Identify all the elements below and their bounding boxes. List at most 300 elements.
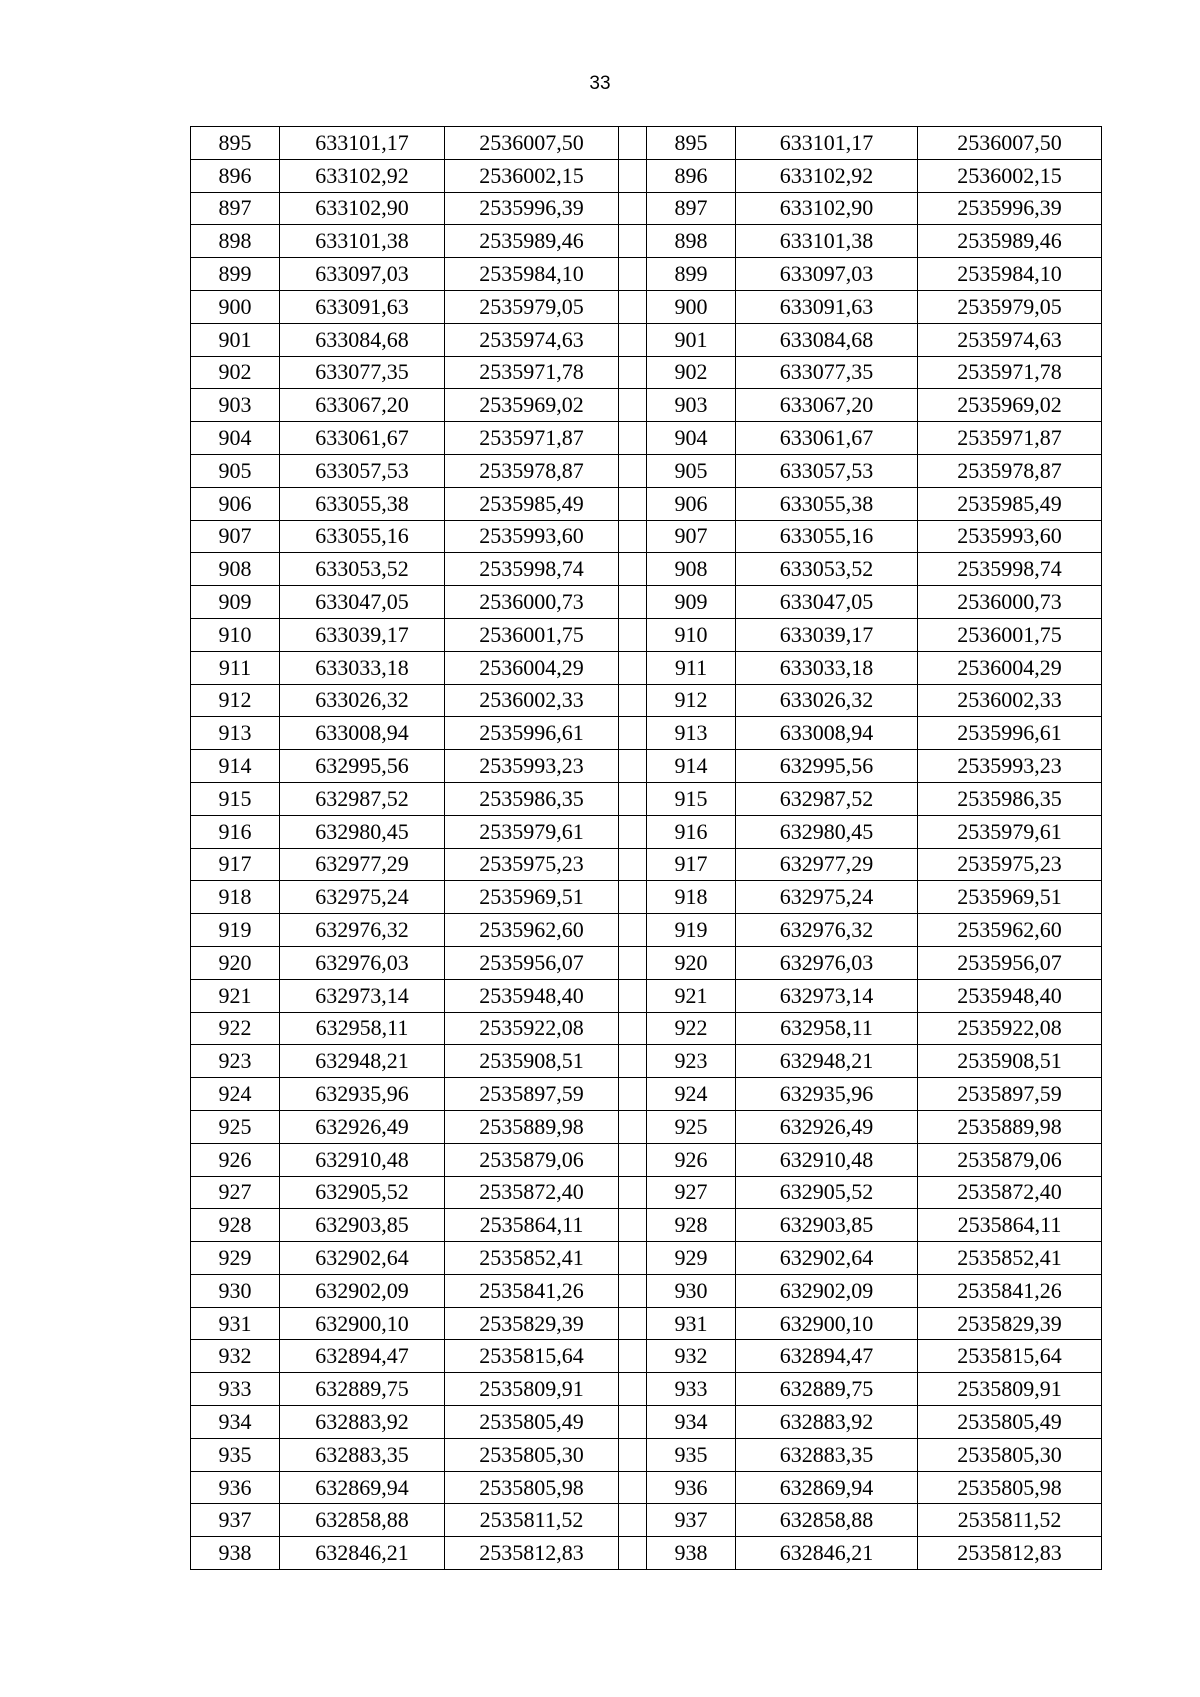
point-number-cell: 923: [647, 1045, 736, 1078]
y-coordinate-cell: 2535975,23: [445, 848, 619, 881]
point-number-cell: 914: [191, 750, 280, 783]
table-row: [191, 1504, 1102, 1537]
x-coordinate-cell: 633008,94: [280, 717, 445, 750]
point-number-cell: 915: [191, 782, 280, 815]
x-coordinate-cell: 633102,92: [280, 159, 445, 192]
point-number-cell: 925: [191, 1110, 280, 1143]
y-coordinate-cell: 2535985,49: [445, 487, 619, 520]
x-coordinate-cell: 633053,52: [736, 553, 918, 586]
y-coordinate-cell: 2535872,40: [445, 1176, 619, 1209]
x-coordinate-cell: 633091,63: [280, 290, 445, 323]
point-number-cell: 937: [191, 1504, 280, 1537]
x-coordinate-cell: 632905,52: [280, 1176, 445, 1209]
empty-separator-cell: [619, 684, 647, 717]
x-coordinate-cell: 632883,35: [736, 1438, 918, 1471]
y-coordinate-cell: 2535815,64: [445, 1340, 619, 1373]
x-coordinate-cell: 633053,52: [280, 553, 445, 586]
y-coordinate-cell: 2535993,60: [918, 520, 1102, 553]
empty-separator-cell: [619, 1373, 647, 1406]
y-coordinate-cell: 2535852,41: [445, 1242, 619, 1275]
point-number-cell: 910: [647, 618, 736, 651]
point-number-cell: 923: [191, 1045, 280, 1078]
y-coordinate-cell: 2535908,51: [918, 1045, 1102, 1078]
x-coordinate-cell: 632894,47: [736, 1340, 918, 1373]
x-coordinate-cell: 632987,52: [736, 782, 918, 815]
x-coordinate-cell: 633057,53: [280, 454, 445, 487]
empty-separator-cell: [619, 389, 647, 422]
table-row: [191, 159, 1102, 192]
y-coordinate-cell: 2536002,33: [918, 684, 1102, 717]
point-number-cell: 915: [647, 782, 736, 815]
y-coordinate-cell: 2535864,11: [918, 1209, 1102, 1242]
x-coordinate-cell: 632977,29: [280, 848, 445, 881]
table-row: [191, 1242, 1102, 1275]
empty-separator-cell: [619, 520, 647, 553]
x-coordinate-cell: 632869,94: [280, 1471, 445, 1504]
point-number-cell: 934: [647, 1406, 736, 1439]
y-coordinate-cell: 2535812,83: [918, 1537, 1102, 1570]
y-coordinate-cell: 2535986,35: [445, 782, 619, 815]
x-coordinate-cell: 633102,90: [736, 192, 918, 225]
table-row: [191, 1340, 1102, 1373]
y-coordinate-cell: 2535811,52: [918, 1504, 1102, 1537]
coordinates-table-body: [191, 127, 1102, 1570]
point-number-cell: 905: [647, 454, 736, 487]
point-number-cell: 921: [191, 979, 280, 1012]
point-number-cell: 907: [647, 520, 736, 553]
x-coordinate-cell: 632889,75: [736, 1373, 918, 1406]
point-number-cell: 904: [191, 422, 280, 455]
point-number-cell: 917: [191, 848, 280, 881]
point-number-cell: 902: [191, 356, 280, 389]
table-row: [191, 815, 1102, 848]
point-number-cell: 909: [647, 586, 736, 619]
y-coordinate-cell: 2535889,98: [445, 1110, 619, 1143]
table-row: [191, 1537, 1102, 1570]
point-number-cell: 930: [647, 1274, 736, 1307]
y-coordinate-cell: 2535864,11: [445, 1209, 619, 1242]
x-coordinate-cell: 632869,94: [736, 1471, 918, 1504]
empty-separator-cell: [619, 1110, 647, 1143]
y-coordinate-cell: 2535922,08: [918, 1012, 1102, 1045]
point-number-cell: 895: [647, 127, 736, 160]
point-number-cell: 906: [191, 487, 280, 520]
y-coordinate-cell: 2535811,52: [445, 1504, 619, 1537]
table-row: [191, 192, 1102, 225]
point-number-cell: 932: [191, 1340, 280, 1373]
point-number-cell: 897: [191, 192, 280, 225]
x-coordinate-cell: 632980,45: [280, 815, 445, 848]
point-number-cell: 927: [647, 1176, 736, 1209]
empty-separator-cell: [619, 1406, 647, 1439]
y-coordinate-cell: 2536007,50: [445, 127, 619, 160]
table-row: [191, 258, 1102, 291]
empty-separator-cell: [619, 1176, 647, 1209]
y-coordinate-cell: 2536002,15: [445, 159, 619, 192]
table-row: [191, 1373, 1102, 1406]
point-number-cell: 913: [647, 717, 736, 750]
y-coordinate-cell: 2535989,46: [918, 225, 1102, 258]
point-number-cell: 919: [191, 914, 280, 947]
x-coordinate-cell: 633084,68: [736, 323, 918, 356]
y-coordinate-cell: 2535979,61: [918, 815, 1102, 848]
y-coordinate-cell: 2535809,91: [918, 1373, 1102, 1406]
x-coordinate-cell: 632846,21: [736, 1537, 918, 1570]
x-coordinate-cell: 633057,53: [736, 454, 918, 487]
table-row: [191, 225, 1102, 258]
x-coordinate-cell: 632902,09: [736, 1274, 918, 1307]
empty-separator-cell: [619, 914, 647, 947]
point-number-cell: 901: [191, 323, 280, 356]
table-row: [191, 1307, 1102, 1340]
y-coordinate-cell: 2535809,91: [445, 1373, 619, 1406]
point-number-cell: 910: [191, 618, 280, 651]
x-coordinate-cell: 633091,63: [736, 290, 918, 323]
empty-separator-cell: [619, 487, 647, 520]
point-number-cell: 918: [191, 881, 280, 914]
empty-separator-cell: [619, 946, 647, 979]
y-coordinate-cell: 2535998,74: [918, 553, 1102, 586]
x-coordinate-cell: 633101,38: [280, 225, 445, 258]
x-coordinate-cell: 633067,20: [280, 389, 445, 422]
y-coordinate-cell: 2536002,15: [918, 159, 1102, 192]
x-coordinate-cell: 633084,68: [280, 323, 445, 356]
y-coordinate-cell: 2535948,40: [918, 979, 1102, 1012]
y-coordinate-cell: 2535993,23: [445, 750, 619, 783]
point-number-cell: 928: [647, 1209, 736, 1242]
y-coordinate-cell: 2535996,39: [445, 192, 619, 225]
table-row: [191, 881, 1102, 914]
empty-separator-cell: [619, 1438, 647, 1471]
table-row: [191, 782, 1102, 815]
table-row: [191, 1471, 1102, 1504]
y-coordinate-cell: 2535872,40: [918, 1176, 1102, 1209]
x-coordinate-cell: 632903,85: [280, 1209, 445, 1242]
x-coordinate-cell: 632958,11: [736, 1012, 918, 1045]
empty-separator-cell: [619, 1143, 647, 1176]
x-coordinate-cell: 632980,45: [736, 815, 918, 848]
empty-separator-cell: [619, 225, 647, 258]
empty-separator-cell: [619, 1274, 647, 1307]
y-coordinate-cell: 2535969,51: [445, 881, 619, 914]
empty-separator-cell: [619, 717, 647, 750]
table-row: [191, 520, 1102, 553]
point-number-cell: 935: [191, 1438, 280, 1471]
coordinates-table: [190, 126, 1102, 1570]
x-coordinate-cell: 632977,29: [736, 848, 918, 881]
point-number-cell: 924: [647, 1078, 736, 1111]
table-row: [191, 356, 1102, 389]
x-coordinate-cell: 633101,17: [736, 127, 918, 160]
y-coordinate-cell: 2535956,07: [445, 946, 619, 979]
point-number-cell: 920: [191, 946, 280, 979]
page-number: 33: [589, 73, 611, 94]
point-number-cell: 934: [191, 1406, 280, 1439]
empty-separator-cell: [619, 1537, 647, 1570]
y-coordinate-cell: 2535812,83: [445, 1537, 619, 1570]
y-coordinate-cell: 2535852,41: [918, 1242, 1102, 1275]
x-coordinate-cell: 632976,03: [736, 946, 918, 979]
empty-separator-cell: [619, 1078, 647, 1111]
table-row: [191, 618, 1102, 651]
empty-separator-cell: [619, 618, 647, 651]
y-coordinate-cell: 2535889,98: [918, 1110, 1102, 1143]
x-coordinate-cell: 632894,47: [280, 1340, 445, 1373]
point-number-cell: 932: [647, 1340, 736, 1373]
point-number-cell: 930: [191, 1274, 280, 1307]
table-row: [191, 1012, 1102, 1045]
x-coordinate-cell: 633101,38: [736, 225, 918, 258]
x-coordinate-cell: 632883,92: [736, 1406, 918, 1439]
y-coordinate-cell: 2535979,61: [445, 815, 619, 848]
point-number-cell: 899: [647, 258, 736, 291]
table-row: [191, 914, 1102, 947]
x-coordinate-cell: 633067,20: [736, 389, 918, 422]
y-coordinate-cell: 2536001,75: [445, 618, 619, 651]
empty-separator-cell: [619, 356, 647, 389]
y-coordinate-cell: 2535996,61: [918, 717, 1102, 750]
y-coordinate-cell: 2535897,59: [445, 1078, 619, 1111]
x-coordinate-cell: 632910,48: [736, 1143, 918, 1176]
x-coordinate-cell: 632975,24: [280, 881, 445, 914]
point-number-cell: 896: [191, 159, 280, 192]
point-number-cell: 921: [647, 979, 736, 1012]
x-coordinate-cell: 633077,35: [280, 356, 445, 389]
x-coordinate-cell: 632976,32: [736, 914, 918, 947]
table-row: [191, 1274, 1102, 1307]
y-coordinate-cell: 2535971,78: [918, 356, 1102, 389]
y-coordinate-cell: 2535971,78: [445, 356, 619, 389]
point-number-cell: 899: [191, 258, 280, 291]
point-number-cell: 926: [191, 1143, 280, 1176]
x-coordinate-cell: 633101,17: [280, 127, 445, 160]
x-coordinate-cell: 633033,18: [280, 651, 445, 684]
x-coordinate-cell: 633055,16: [736, 520, 918, 553]
x-coordinate-cell: 633047,05: [736, 586, 918, 619]
y-coordinate-cell: 2535956,07: [918, 946, 1102, 979]
y-coordinate-cell: 2535996,39: [918, 192, 1102, 225]
empty-separator-cell: [619, 1012, 647, 1045]
x-coordinate-cell: 632903,85: [736, 1209, 918, 1242]
y-coordinate-cell: 2535969,51: [918, 881, 1102, 914]
empty-separator-cell: [619, 815, 647, 848]
point-number-cell: 905: [191, 454, 280, 487]
x-coordinate-cell: 633039,17: [736, 618, 918, 651]
y-coordinate-cell: 2535829,39: [445, 1307, 619, 1340]
empty-separator-cell: [619, 1242, 647, 1275]
table-row: [191, 127, 1102, 160]
x-coordinate-cell: 632973,14: [280, 979, 445, 1012]
empty-separator-cell: [619, 1045, 647, 1078]
point-number-cell: 900: [647, 290, 736, 323]
y-coordinate-cell: 2535841,26: [445, 1274, 619, 1307]
empty-separator-cell: [619, 127, 647, 160]
table-row: [191, 586, 1102, 619]
y-coordinate-cell: 2536000,73: [445, 586, 619, 619]
x-coordinate-cell: 632900,10: [736, 1307, 918, 1340]
x-coordinate-cell: 632926,49: [736, 1110, 918, 1143]
x-coordinate-cell: 632935,96: [280, 1078, 445, 1111]
point-number-cell: 929: [647, 1242, 736, 1275]
x-coordinate-cell: 632995,56: [736, 750, 918, 783]
x-coordinate-cell: 633102,92: [736, 159, 918, 192]
point-number-cell: 895: [191, 127, 280, 160]
y-coordinate-cell: 2535993,60: [445, 520, 619, 553]
y-coordinate-cell: 2535922,08: [445, 1012, 619, 1045]
empty-separator-cell: [619, 881, 647, 914]
point-number-cell: 919: [647, 914, 736, 947]
point-number-cell: 903: [191, 389, 280, 422]
y-coordinate-cell: 2535948,40: [445, 979, 619, 1012]
point-number-cell: 909: [191, 586, 280, 619]
empty-separator-cell: [619, 1504, 647, 1537]
empty-separator-cell: [619, 454, 647, 487]
y-coordinate-cell: 2536000,73: [918, 586, 1102, 619]
table-row: [191, 1045, 1102, 1078]
table-row: [191, 848, 1102, 881]
table-row: [191, 553, 1102, 586]
y-coordinate-cell: 2535962,60: [918, 914, 1102, 947]
empty-separator-cell: [619, 290, 647, 323]
table-row: [191, 651, 1102, 684]
point-number-cell: 918: [647, 881, 736, 914]
point-number-cell: 922: [647, 1012, 736, 1045]
x-coordinate-cell: 632995,56: [280, 750, 445, 783]
y-coordinate-cell: 2535805,49: [445, 1406, 619, 1439]
y-coordinate-cell: 2535969,02: [918, 389, 1102, 422]
x-coordinate-cell: 632902,64: [280, 1242, 445, 1275]
x-coordinate-cell: 632900,10: [280, 1307, 445, 1340]
table-row: [191, 1078, 1102, 1111]
table-row: [191, 1143, 1102, 1176]
point-number-cell: 936: [191, 1471, 280, 1504]
point-number-cell: 907: [191, 520, 280, 553]
point-number-cell: 929: [191, 1242, 280, 1275]
table-row: [191, 684, 1102, 717]
y-coordinate-cell: 2535984,10: [445, 258, 619, 291]
y-coordinate-cell: 2535978,87: [445, 454, 619, 487]
empty-separator-cell: [619, 159, 647, 192]
y-coordinate-cell: 2535971,87: [918, 422, 1102, 455]
y-coordinate-cell: 2535979,05: [445, 290, 619, 323]
x-coordinate-cell: 632987,52: [280, 782, 445, 815]
table-row: [191, 1438, 1102, 1471]
point-number-cell: 908: [191, 553, 280, 586]
y-coordinate-cell: 2535841,26: [918, 1274, 1102, 1307]
y-coordinate-cell: 2536001,75: [918, 618, 1102, 651]
table-row: [191, 1110, 1102, 1143]
point-number-cell: 931: [647, 1307, 736, 1340]
empty-separator-cell: [619, 1340, 647, 1373]
y-coordinate-cell: 2535986,35: [918, 782, 1102, 815]
x-coordinate-cell: 633008,94: [736, 717, 918, 750]
table-row: [191, 422, 1102, 455]
point-number-cell: 927: [191, 1176, 280, 1209]
x-coordinate-cell: 633097,03: [280, 258, 445, 291]
point-number-cell: 912: [647, 684, 736, 717]
x-coordinate-cell: 632926,49: [280, 1110, 445, 1143]
y-coordinate-cell: 2535805,98: [445, 1471, 619, 1504]
y-coordinate-cell: 2535879,06: [918, 1143, 1102, 1176]
point-number-cell: 898: [191, 225, 280, 258]
y-coordinate-cell: 2535993,23: [918, 750, 1102, 783]
empty-separator-cell: [619, 979, 647, 1012]
point-number-cell: 896: [647, 159, 736, 192]
table-row: [191, 750, 1102, 783]
y-coordinate-cell: 2535978,87: [918, 454, 1102, 487]
y-coordinate-cell: 2535971,87: [445, 422, 619, 455]
x-coordinate-cell: 632910,48: [280, 1143, 445, 1176]
point-number-cell: 920: [647, 946, 736, 979]
table-row: [191, 1176, 1102, 1209]
empty-separator-cell: [619, 422, 647, 455]
y-coordinate-cell: 2535975,23: [918, 848, 1102, 881]
y-coordinate-cell: 2535969,02: [445, 389, 619, 422]
y-coordinate-cell: 2535805,30: [918, 1438, 1102, 1471]
point-number-cell: 901: [647, 323, 736, 356]
y-coordinate-cell: 2535805,98: [918, 1471, 1102, 1504]
y-coordinate-cell: 2535984,10: [918, 258, 1102, 291]
x-coordinate-cell: 632902,09: [280, 1274, 445, 1307]
empty-separator-cell: [619, 553, 647, 586]
empty-separator-cell: [619, 1307, 647, 1340]
point-number-cell: 924: [191, 1078, 280, 1111]
x-coordinate-cell: 632976,32: [280, 914, 445, 947]
point-number-cell: 916: [647, 815, 736, 848]
empty-separator-cell: [619, 750, 647, 783]
point-number-cell: 937: [647, 1504, 736, 1537]
table-row: [191, 1209, 1102, 1242]
x-coordinate-cell: 632973,14: [736, 979, 918, 1012]
x-coordinate-cell: 632905,52: [736, 1176, 918, 1209]
x-coordinate-cell: 633061,67: [736, 422, 918, 455]
y-coordinate-cell: 2535879,06: [445, 1143, 619, 1176]
empty-separator-cell: [619, 782, 647, 815]
point-number-cell: 914: [647, 750, 736, 783]
point-number-cell: 938: [191, 1537, 280, 1570]
y-coordinate-cell: 2535805,49: [918, 1406, 1102, 1439]
x-coordinate-cell: 632976,03: [280, 946, 445, 979]
x-coordinate-cell: 632948,21: [736, 1045, 918, 1078]
empty-separator-cell: [619, 1471, 647, 1504]
y-coordinate-cell: 2535989,46: [445, 225, 619, 258]
x-coordinate-cell: 632883,35: [280, 1438, 445, 1471]
table-row: [191, 946, 1102, 979]
x-coordinate-cell: 632902,64: [736, 1242, 918, 1275]
point-number-cell: 912: [191, 684, 280, 717]
y-coordinate-cell: 2535979,05: [918, 290, 1102, 323]
table-row: [191, 979, 1102, 1012]
x-coordinate-cell: 633026,32: [736, 684, 918, 717]
point-number-cell: 911: [191, 651, 280, 684]
empty-separator-cell: [619, 258, 647, 291]
table-row: [191, 323, 1102, 356]
point-number-cell: 931: [191, 1307, 280, 1340]
y-coordinate-cell: 2535985,49: [918, 487, 1102, 520]
empty-separator-cell: [619, 586, 647, 619]
point-number-cell: 936: [647, 1471, 736, 1504]
x-coordinate-cell: 633039,17: [280, 618, 445, 651]
point-number-cell: 908: [647, 553, 736, 586]
y-coordinate-cell: 2535897,59: [918, 1078, 1102, 1111]
empty-separator-cell: [619, 1209, 647, 1242]
table-row: [191, 487, 1102, 520]
point-number-cell: 904: [647, 422, 736, 455]
y-coordinate-cell: 2535974,63: [918, 323, 1102, 356]
point-number-cell: 900: [191, 290, 280, 323]
y-coordinate-cell: 2535998,74: [445, 553, 619, 586]
x-coordinate-cell: 632948,21: [280, 1045, 445, 1078]
